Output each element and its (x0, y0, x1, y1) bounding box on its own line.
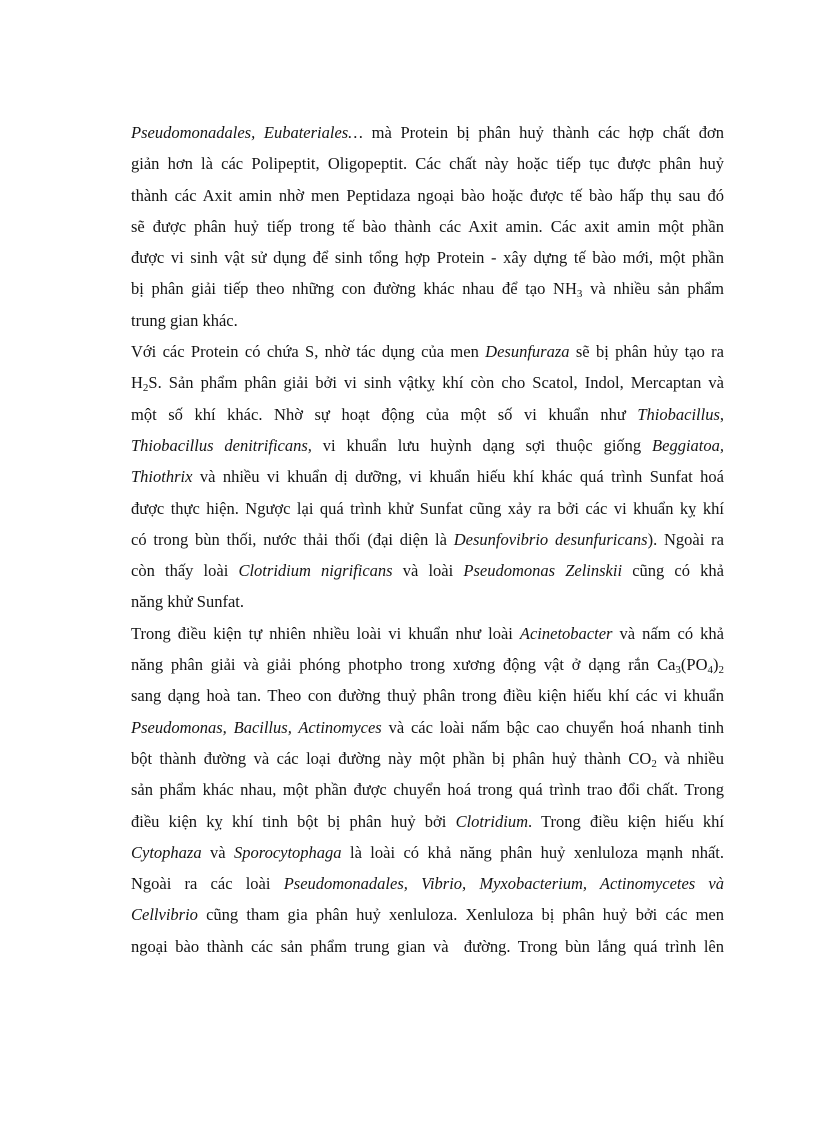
text-line (131, 649, 724, 680)
text-line (131, 493, 724, 524)
italic-text: Desunfovibrio desunfuricans (453, 529, 648, 549)
text-line (131, 399, 724, 430)
text-line (131, 868, 724, 899)
subscript: 2 (651, 757, 657, 770)
text-line (131, 117, 724, 148)
italic-text: Thiobacillus denitrificans, (131, 435, 312, 455)
subscript: 2 (142, 382, 149, 395)
text-run: và (201, 842, 235, 862)
paragraph (131, 336, 724, 618)
text-run: sẽ bị phân hủy tạo ra (569, 342, 724, 362)
text-line (131, 837, 724, 868)
text-run: sẽ được phân huỷ tiếp trong tế bào thành các Axit amin. Các axit amin một phần (131, 216, 724, 236)
text-run: ngoại bào thành các sản phẩm trung gian và đường. Trong bùn lắng quá trình lên (131, 936, 724, 956)
italic-text: Cytophaza (131, 842, 202, 862)
text-run: là loài có khả năng phân huỷ xenluloza mạnh nhất. (341, 842, 724, 862)
text-line (131, 712, 724, 743)
text-run: và nhiều vi khuẩn dị dưỡng, vi khuẩn hiếu khí khác quá trình Sunfat hoá (192, 467, 724, 487)
text-line (131, 680, 724, 711)
subscript: 2 (718, 664, 724, 677)
text-line (131, 586, 724, 617)
text-line (131, 461, 724, 492)
text-run: được vi sinh vật sử dụng để sinh tổng hợp Protein - xây dựng tế bào mới, một phần (131, 248, 724, 268)
text-run: và nhiều (656, 748, 724, 768)
italic-text: Clotridium nigrificans (238, 561, 393, 581)
text-run: ). Ngoài ra (647, 529, 724, 549)
paragraph (131, 618, 724, 962)
italic-text: Acinetobacter (519, 623, 613, 643)
text-run: và nấm có khả (612, 623, 724, 643)
text-run: vi khuẩn lưu huỳnh dạng sợi thuộc giống (311, 435, 653, 455)
text-line (131, 774, 724, 805)
text-run: năng khử Sunfat. (131, 592, 244, 612)
italic-text: Beggiatoa, (652, 435, 724, 455)
text-run: H (131, 373, 143, 393)
text-line (131, 555, 724, 586)
text-line (131, 242, 724, 273)
italic-text: Sporocytophaga (234, 842, 342, 862)
text-line (131, 367, 724, 398)
text-run: sản phẩm khác nhau, một phần được chuyển hoá trong quá trình trao đổi chất. Trong (131, 780, 724, 800)
text-run: điều kiện kỵ khí tinh bột bị phân huỷ bởi (131, 811, 456, 831)
text-run: cũng tham gia phân huỷ xenluloza. Xenluloza bị phân huỷ bởi các men (197, 905, 724, 925)
text-run: . Trong điều kiện hiếu khí (528, 811, 724, 831)
text-line (131, 273, 724, 304)
text-line (131, 806, 724, 837)
text-run: trung gian khác. (131, 310, 238, 330)
text-line (131, 211, 724, 242)
text-run: ) (713, 655, 719, 675)
subscript: 3 (675, 664, 681, 677)
text-line (131, 524, 724, 555)
text-run: thành các Axit amin nhờ men Peptidaza ngoại bào hoặc được tế bào hấp thụ sau đó (131, 185, 724, 205)
paragraph (131, 117, 724, 336)
italic-text: Cellvibrio (131, 905, 198, 925)
italic-text: Pseudomonadales, Vibrio, Myxobacterium, Actinomycetes và (283, 874, 724, 894)
italic-text: Desunfuraza (485, 342, 570, 362)
text-run: còn thấy loài (131, 561, 239, 581)
subscript: 4 (707, 664, 713, 677)
text-line (131, 618, 724, 649)
text-run: và các loài nấm bậc cao chuyển hoá nhanh tinh (381, 717, 724, 737)
italic-text: Clotridium (455, 811, 529, 831)
text-run: mà Protein bị phân huỷ thành các hợp chất đơn (362, 123, 724, 142)
text-line (131, 430, 724, 461)
text-line (131, 931, 724, 962)
text-run: giản hơn là các Polipeptit, Oligopeptit. Các chất này hoặc tiếp tục được phân huỷ (131, 154, 724, 174)
italic-text: Pseudomonas Zelinskii (463, 561, 623, 581)
text-run: được thực hiện. Ngược lại quá trình khử Sunfat cũng xảy ra bởi các vi khuẩn kỵ khí (131, 498, 724, 518)
text-run: có trong bùn thối, nước thải thối (đại diện là (131, 529, 454, 549)
text-run: Ngoài ra các loài (131, 874, 284, 894)
text-run: (PO (680, 655, 708, 675)
text-run: bị phân giải tiếp theo những con đường khác nhau để tạo NH (131, 279, 577, 299)
text-run: và nhiều sản phẩm (582, 279, 724, 299)
italic-text: Pseudomonadales, Eubateriales… (131, 123, 363, 142)
text-run: , (719, 404, 724, 424)
text-run: cũng có khả (622, 561, 724, 581)
text-run: S. Sản phẩm phân giải bởi vi sinh vậtkỵ khí còn cho Scatol, Indol, Mercaptan và (148, 373, 724, 393)
italic-text: Thiobacillus (637, 404, 720, 424)
text-line (131, 743, 724, 774)
text-line (131, 336, 724, 367)
text-run: Với các Protein có chứa S, nhờ tác dụng của men (131, 342, 486, 362)
italic-text: Pseudomonas, Bacillus, Actinomyces (131, 717, 382, 737)
text-run: một số khí khác. Nhờ sự hoạt động của một số vi khuẩn như (131, 404, 638, 424)
text-run: năng phân giải và giải phóng photpho trong xương động vật ở dạng rắn Ca (131, 655, 676, 675)
italic-text: Thiothrix (131, 467, 193, 487)
subscript: 3 (576, 288, 583, 301)
text-run: Trong điều kiện tự nhiên nhiều loài vi khuẩn như loài (131, 623, 520, 643)
text-line (131, 899, 724, 930)
text-run: sang dạng hoà tan. Theo con đường thuỷ phân trong điều kiện hiếu khí các vi khuẩn (131, 686, 724, 706)
text-line (131, 148, 724, 179)
text-run: bột thành đường và các loại đường này một phần bị phân huỷ thành CO (131, 748, 652, 768)
text-line (131, 305, 724, 336)
text-run: và loài (392, 561, 464, 581)
document-page (131, 117, 724, 962)
text-line (131, 180, 724, 211)
